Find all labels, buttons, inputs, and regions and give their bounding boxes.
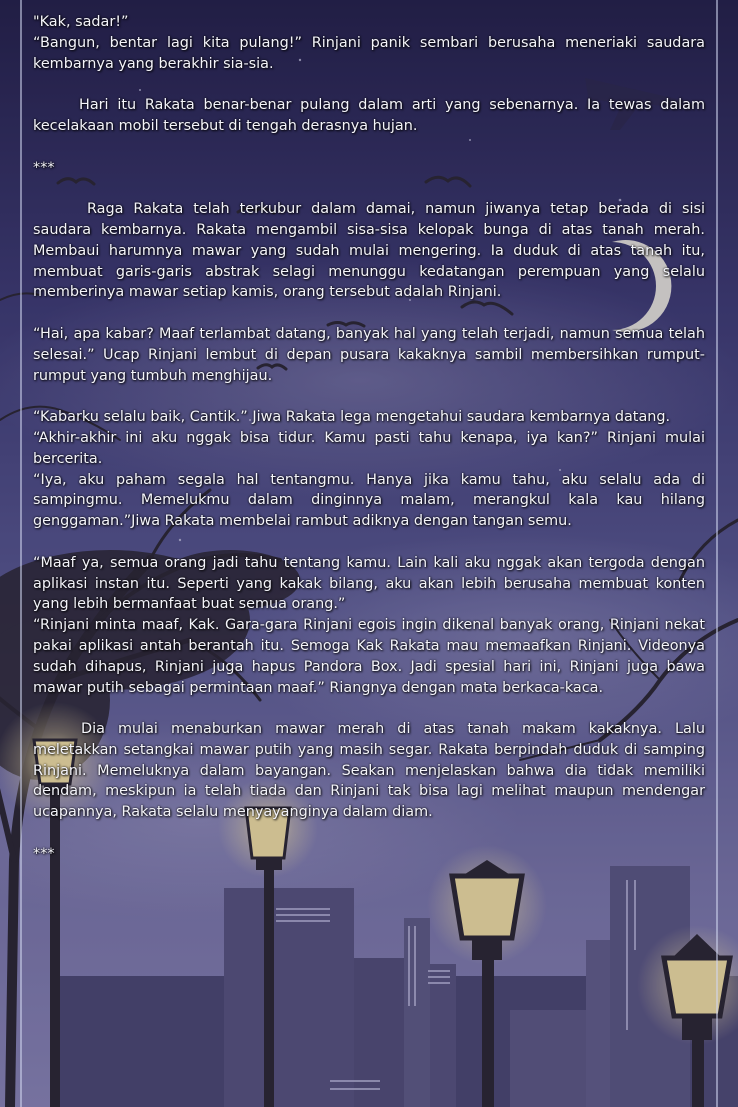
dialogue-paragraph: “Kabarku selalu baik, Cantik.” Jiwa Rakata lega mengetahui saudara kembarnya datang. (33, 409, 671, 426)
dialogue-paragraph: “Iya, aku paham segala hal tentangmu. Hanya jika kamu tahu, aku selalu ada di sampingmu. Memelukmu dalam dinginnya malam, merangkul kala kau hilang genggaman.”Jiwa Rakata membelai rambut adiknya dengan tangan semu. (33, 471, 705, 530)
dialogue-paragraph: “Akhir-akhir ini aku nggak bisa tidur. Kamu pasti tahu kenapa, iya kan?” Rinjani mulai bercerita. (33, 429, 705, 467)
dialogue-paragraph: “Rinjani minta maaf, Kak. Gara-gara Rinjani egois ingin dikenal banyak orang, Rinjani nekat pakai aplikasi antah berantah itu. Semoga Kak Rakata mau memaafkan Rinjani. Videonya sudah dihapus, Rinjani juga hapus Pandora Box. Jadi spesial hari ini, Rinjani juga bawa mawar putih sebagai permintaan maaf.” Riangnya dengan mata berkaca-kaca. (33, 617, 705, 696)
narration-paragraph: Raga Rakata telah terkubur dalam damai, namun jiwanya tetap berada di sisi saudara kembarnya. Rakata mengambil sisa-sisa kelopak bunga di atas tanah merah. Membaui harumnya mawar yang sudah mulai mengering. Ia duduk di atas tanah itu, membuat garis-garis abstrak selagi menunggu kedatangan perempuan yang selalu memberinya mawar setiap kamis, orang tersebut adalah Rinjani. (33, 201, 705, 301)
dialogue-paragraph: “Hai, apa kabar? Maaf terlambat datang, banyak hal yang telah terjadi, namun semua telah selesai.” Ucap Rinjani lembut di depan pusara kakaknya sambil membersihkan rumput-rumput yang tumbuh menghijau. (33, 325, 705, 384)
scene-separator: *** (33, 845, 55, 862)
story-text (33, 12, 705, 865)
scene-separator: *** (33, 159, 55, 176)
narration-paragraph: Dia mulai menaburkan mawar merah di atas tanah makam kakaknya. Lalu meletakkan setangkai mawar putih yang masih segar. Rakata berpindah duduk di samping Rinjani. Memeluknya dalam bayangan. Seakan menjelaskan bahwa dia tidak memiliki dendam, meskipun ia telah tiada dan Rinjani tak bisa lagi melihat maupun mendengar ucapannya, Rakata selalu menyayanginya dalam diam. (33, 721, 705, 821)
frame-right-line (716, 0, 718, 1107)
dialogue-paragraph: “Maaf ya, semua orang jadi tahu tentang kamu. Lain kali aku nggak akan tergoda dengan aplikasi instan itu. Seperti yang kakak bilang, aku akan lebih berusaha membuat konten yang lebih bermanfaat buat semua orang.” (33, 554, 705, 613)
narration-paragraph: Hari itu Rakata benar-benar pulang dalam arti yang sebenarnya. Ia tewas dalam kecelakaan mobil tersebut di tengah derasnya hujan. (33, 97, 705, 134)
frame-left-line (20, 0, 22, 1107)
dialogue-line: "Kak, sadar!” (33, 14, 129, 30)
dialogue-line: “Bangun, bentar lagi kita pulang!” Rinjani panik sembari berusaha meneriaki saudara kembarnya yang berakhir sia-sia. (33, 34, 705, 72)
